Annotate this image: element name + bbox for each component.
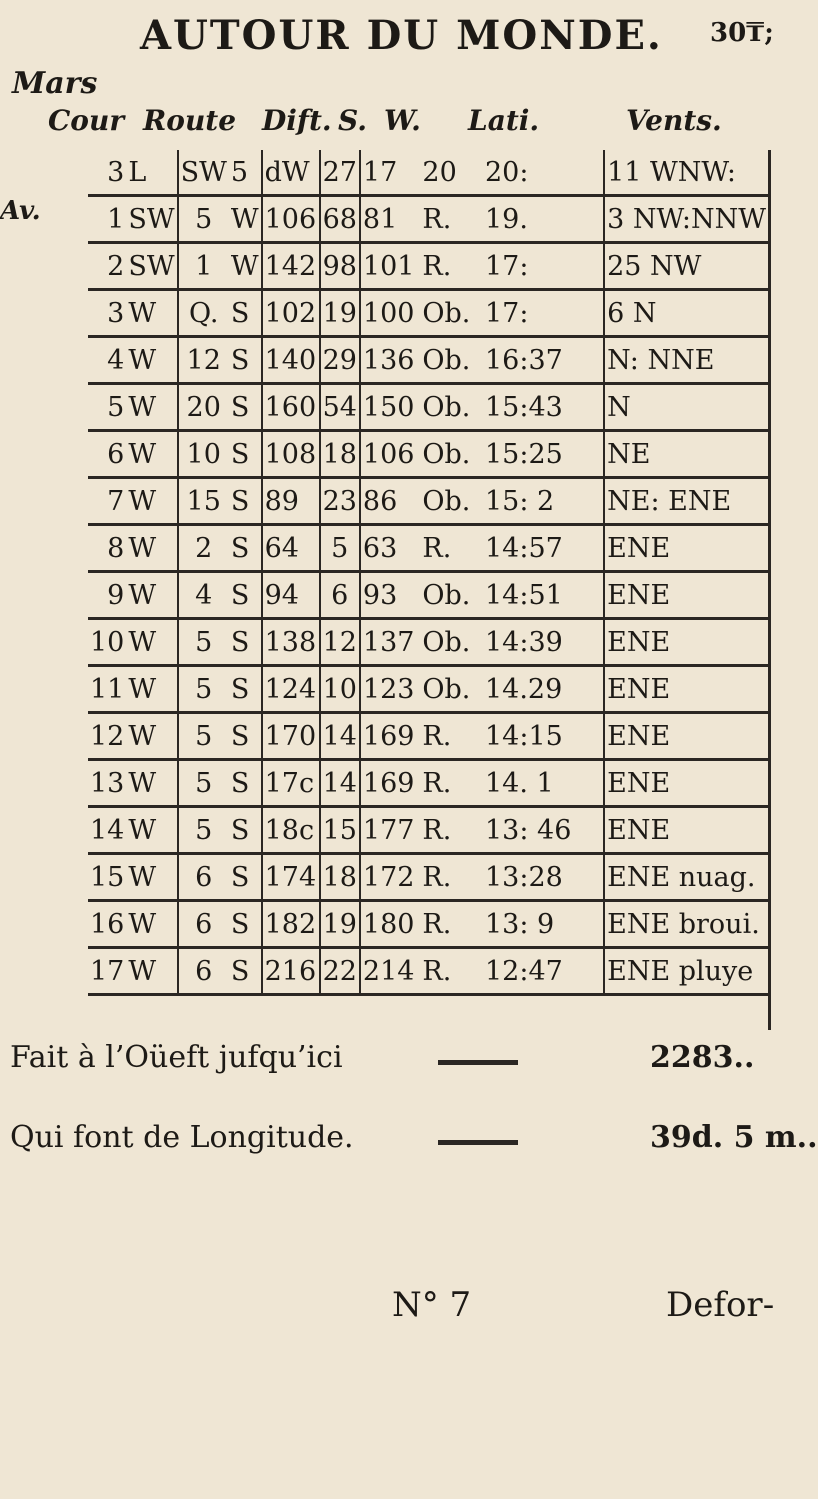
cell-dir: W — [126, 619, 177, 666]
cell-deg: 94 — [262, 572, 320, 619]
table-row — [88, 713, 768, 760]
cell-long: 172 — [360, 854, 420, 901]
cell-min: 15 — [320, 807, 360, 854]
cell-var: 13: 9 — [483, 901, 604, 948]
summary-value: 2283.. — [650, 1040, 755, 1075]
cell-min: 68 — [320, 196, 360, 243]
table-row — [88, 854, 768, 901]
col-w: W. — [384, 104, 421, 137]
cell-dir2: S — [229, 760, 262, 807]
table-row — [88, 384, 768, 431]
cell-dir: W — [126, 807, 177, 854]
cell-dist: 1 — [178, 243, 229, 290]
cell-long: 169 — [360, 760, 420, 807]
page-number: 30₸; — [710, 18, 774, 48]
cell-wind: ENE — [604, 713, 768, 760]
cell-deg: 102 — [262, 290, 320, 337]
cell-type: R. — [420, 760, 483, 807]
cell-day: 3 — [88, 150, 126, 196]
cell-wind: N: NNE — [604, 337, 768, 384]
cell-var: 15:43 — [483, 384, 604, 431]
cell-day: 14 — [88, 807, 126, 854]
cell-long: 17 — [360, 150, 420, 196]
cell-wind: ENE broui. — [604, 901, 768, 948]
cell-dir: L — [126, 150, 177, 196]
cell-deg: 89 — [262, 478, 320, 525]
cell-dist: 2 — [178, 525, 229, 572]
cell-dist: 5 — [178, 807, 229, 854]
cell-long: 136 — [360, 337, 420, 384]
cell-type: Ob. — [420, 384, 483, 431]
cell-wind: N — [604, 384, 768, 431]
cell-type: R. — [420, 196, 483, 243]
cell-day: 7 — [88, 478, 126, 525]
cell-type: R. — [420, 807, 483, 854]
cell-wind: NE: ENE — [604, 478, 768, 525]
cell-dir2: S — [229, 901, 262, 948]
cell-deg: 108 — [262, 431, 320, 478]
summary-label: Fait à l’Oüeft jufqu’ici — [10, 1040, 343, 1075]
cell-dist: 5 — [178, 666, 229, 713]
cell-deg: 18c — [262, 807, 320, 854]
summary-row-longitude — [10, 1120, 818, 1164]
cell-dir2: S — [229, 572, 262, 619]
cell-dir: W — [126, 948, 177, 995]
cell-min: 14 — [320, 760, 360, 807]
cell-type: Ob. — [420, 337, 483, 384]
col-s: S. — [338, 104, 367, 137]
cell-dir: W — [126, 431, 177, 478]
cell-deg: 140 — [262, 337, 320, 384]
table-row — [88, 525, 768, 572]
cell-day: 15 — [88, 854, 126, 901]
cell-day: 6 — [88, 431, 126, 478]
summary-value: 39d. 5 m.. — [650, 1120, 818, 1155]
cell-type: Ob. — [420, 666, 483, 713]
cell-type: Ob. — [420, 431, 483, 478]
cell-var: 13:28 — [483, 854, 604, 901]
cell-day: 8 — [88, 525, 126, 572]
cell-day: 2 — [88, 243, 126, 290]
cell-var: 14:15 — [483, 713, 604, 760]
cell-min: 98 — [320, 243, 360, 290]
summary-dash — [438, 1060, 518, 1065]
cell-min: 10 — [320, 666, 360, 713]
cell-dist: 10 — [178, 431, 229, 478]
summary-dash — [438, 1140, 518, 1145]
cell-deg: 106 — [262, 196, 320, 243]
table-row — [88, 150, 768, 196]
table-row — [88, 807, 768, 854]
cell-dist: SW — [178, 150, 229, 196]
cell-dir2: S — [229, 290, 262, 337]
cell-dir: W — [126, 854, 177, 901]
cell-dir2: S — [229, 948, 262, 995]
cell-type: Ob. — [420, 572, 483, 619]
cell-dir2: S — [229, 525, 262, 572]
cell-var: 14:57 — [483, 525, 604, 572]
cell-dir2: W — [229, 243, 262, 290]
cell-type: Ob. — [420, 478, 483, 525]
cell-dir2: S — [229, 666, 262, 713]
cell-min: 18 — [320, 854, 360, 901]
cell-var: 17: — [483, 290, 604, 337]
cell-deg: 160 — [262, 384, 320, 431]
cell-dir: W — [126, 384, 177, 431]
col-lat: Lati. — [468, 104, 540, 137]
cell-dir2: S — [229, 619, 262, 666]
cell-wind: 25 NW — [604, 243, 768, 290]
cell-min: 19 — [320, 290, 360, 337]
cell-dist: 20 — [178, 384, 229, 431]
cell-long: 169 — [360, 713, 420, 760]
cell-dir: W — [126, 666, 177, 713]
running-title: AUTOUR DU MONDE. — [140, 12, 663, 59]
cell-wind: NE — [604, 431, 768, 478]
cell-dist: 5 — [178, 196, 229, 243]
cell-dist: 15 — [178, 478, 229, 525]
cell-long: 63 — [360, 525, 420, 572]
cell-type: R. — [420, 901, 483, 948]
cell-wind: ENE — [604, 525, 768, 572]
cell-dir2: S — [229, 337, 262, 384]
cell-type: R. — [420, 525, 483, 572]
cell-day: 11 — [88, 666, 126, 713]
signature-mark: N° 7 — [392, 1285, 472, 1325]
col-dist: Dift. — [262, 104, 332, 137]
cell-min: 54 — [320, 384, 360, 431]
cell-type: R. — [420, 713, 483, 760]
table-row — [88, 337, 768, 384]
cell-wind: 3 NW:NNW — [604, 196, 768, 243]
table-row — [88, 290, 768, 337]
cell-var: 17: — [483, 243, 604, 290]
cell-long: 214 — [360, 948, 420, 995]
cell-type: R. — [420, 243, 483, 290]
cell-long: 106 — [360, 431, 420, 478]
cell-min: 6 — [320, 572, 360, 619]
table-row — [88, 572, 768, 619]
cell-dir2: 5 — [229, 150, 262, 196]
cell-type: R. — [420, 948, 483, 995]
col-vents: Vents. — [626, 104, 722, 137]
cell-min: 22 — [320, 948, 360, 995]
cell-deg: 64 — [262, 525, 320, 572]
cell-dir: W — [126, 337, 177, 384]
cell-var: 15:25 — [483, 431, 604, 478]
cell-long: 93 — [360, 572, 420, 619]
cell-dir: W — [126, 525, 177, 572]
cell-deg: 182 — [262, 901, 320, 948]
cell-dir: W — [126, 713, 177, 760]
cell-long: 150 — [360, 384, 420, 431]
cell-dir2: S — [229, 854, 262, 901]
cell-dir2: S — [229, 478, 262, 525]
cell-dir: SW — [126, 196, 177, 243]
cell-var: 15: 2 — [483, 478, 604, 525]
cell-wind: ENE pluye — [604, 948, 768, 995]
table-row — [88, 666, 768, 713]
cell-dir2: S — [229, 807, 262, 854]
cell-day: 1 — [88, 196, 126, 243]
cell-dist: 5 — [178, 713, 229, 760]
cell-wind: 11 WNW: — [604, 150, 768, 196]
summary-label: Qui font de Longitude. — [10, 1120, 354, 1155]
cell-type: R. — [420, 854, 483, 901]
cell-var: 14.29 — [483, 666, 604, 713]
cell-deg: 170 — [262, 713, 320, 760]
cell-day: 9 — [88, 572, 126, 619]
cell-long: 100 — [360, 290, 420, 337]
cell-long: 123 — [360, 666, 420, 713]
cell-deg: 17c — [262, 760, 320, 807]
cell-day: 4 — [88, 337, 126, 384]
cell-deg: 142 — [262, 243, 320, 290]
table-right-rule — [768, 150, 771, 1030]
table-row — [88, 478, 768, 525]
cell-dir2: S — [229, 431, 262, 478]
cell-type: 20 — [420, 150, 483, 196]
cell-dir2: S — [229, 384, 262, 431]
cell-day: 17 — [88, 948, 126, 995]
cell-min: 14 — [320, 713, 360, 760]
table-row — [88, 431, 768, 478]
cell-dist: Q. — [178, 290, 229, 337]
cell-day: 3 — [88, 290, 126, 337]
cell-min: 27 — [320, 150, 360, 196]
table-row — [88, 760, 768, 807]
cell-dir: SW — [126, 243, 177, 290]
cell-wind: 6 N — [604, 290, 768, 337]
cell-min: 5 — [320, 525, 360, 572]
cell-dist: 6 — [178, 948, 229, 995]
table-row — [88, 619, 768, 666]
catchword: Defor- — [666, 1285, 775, 1325]
cell-var: 16:37 — [483, 337, 604, 384]
column-header — [48, 104, 768, 144]
cell-dist: 6 — [178, 901, 229, 948]
cell-long: 86 — [360, 478, 420, 525]
cell-var: 20: — [483, 150, 604, 196]
cell-dir2: W — [229, 196, 262, 243]
cell-var: 12:47 — [483, 948, 604, 995]
cell-wind: ENE — [604, 619, 768, 666]
cell-dist: 5 — [178, 619, 229, 666]
cell-long: 177 — [360, 807, 420, 854]
cell-dir: W — [126, 290, 177, 337]
cell-dir: W — [126, 572, 177, 619]
cell-dist: 6 — [178, 854, 229, 901]
cell-day: 13 — [88, 760, 126, 807]
col-cour: Cour — [48, 104, 125, 137]
cell-min: 12 — [320, 619, 360, 666]
cell-deg: 124 — [262, 666, 320, 713]
cell-dir: W — [126, 901, 177, 948]
side-note: Av. — [0, 196, 41, 226]
month-heading: Mars — [12, 66, 98, 101]
cell-var: 14:39 — [483, 619, 604, 666]
cell-day: 10 — [88, 619, 126, 666]
cell-min: 18 — [320, 431, 360, 478]
cell-min: 29 — [320, 337, 360, 384]
table-row — [88, 948, 768, 995]
cell-type: Ob. — [420, 290, 483, 337]
cell-deg: dW — [262, 150, 320, 196]
summary-row-west — [10, 1040, 790, 1084]
cell-dir: W — [126, 478, 177, 525]
cell-deg: 174 — [262, 854, 320, 901]
cell-var: 13: 46 — [483, 807, 604, 854]
cell-day: 5 — [88, 384, 126, 431]
cell-wind: ENE — [604, 572, 768, 619]
cell-day: 12 — [88, 713, 126, 760]
col-route: Route — [143, 104, 237, 137]
cell-wind: ENE — [604, 807, 768, 854]
cell-dir2: S — [229, 713, 262, 760]
cell-long: 180 — [360, 901, 420, 948]
cell-long: 81 — [360, 196, 420, 243]
cell-wind: ENE — [604, 760, 768, 807]
cell-wind: ENE nuag. — [604, 854, 768, 901]
cell-long: 137 — [360, 619, 420, 666]
cell-min: 23 — [320, 478, 360, 525]
table-row — [88, 243, 768, 290]
cell-deg: 138 — [262, 619, 320, 666]
cell-dist: 12 — [178, 337, 229, 384]
log-table — [88, 150, 768, 996]
cell-wind: ENE — [604, 666, 768, 713]
cell-day: 16 — [88, 901, 126, 948]
cell-type: Ob. — [420, 619, 483, 666]
cell-dist: 5 — [178, 760, 229, 807]
cell-long: 101 — [360, 243, 420, 290]
cell-min: 19 — [320, 901, 360, 948]
cell-deg: 216 — [262, 948, 320, 995]
cell-var: 14:51 — [483, 572, 604, 619]
cell-dist: 4 — [178, 572, 229, 619]
cell-var: 14. 1 — [483, 760, 604, 807]
cell-dir: W — [126, 760, 177, 807]
table-row — [88, 196, 768, 243]
table-row — [88, 901, 768, 948]
cell-var: 19. — [483, 196, 604, 243]
